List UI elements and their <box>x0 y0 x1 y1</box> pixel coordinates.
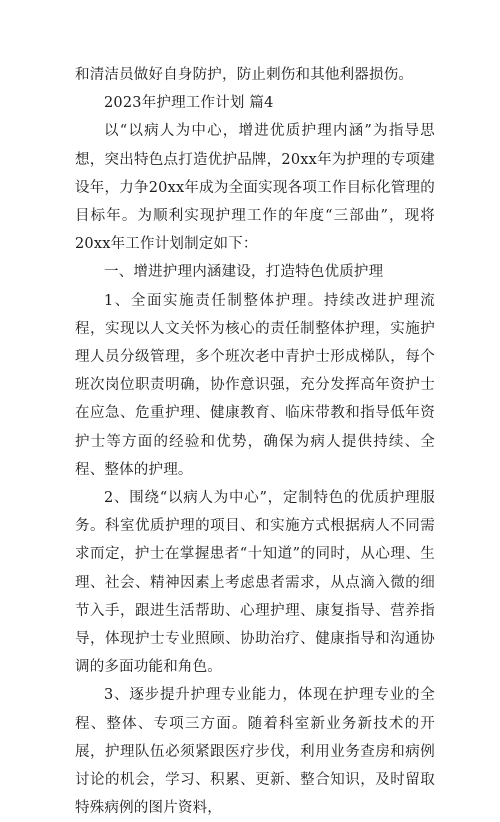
list-item: 3、逐步提升护理专业能力，体现在护理专业的全程、整体、专项三方面。随着科室新业务新技术的开展，护理队伍必须紧跟医疗步伐，利用业务查房和病例讨论的机会，学习、积累、更新、整合知识，及时留取特殊病例的图片资料， <box>75 687 435 817</box>
section-heading: 一、增进护理内涵建设，打造特色优质护理 <box>104 264 384 281</box>
intro-paragraph: 以“以病人为中心，增进优质护理内涵”为指导思想，突出特色点打造优护品牌，20xx年为护理的专项建设年，力争20xx年成为全面实现各项工作目标化管理的目标年。为顺利实现护理工作的年度“三部曲”，现将20xx年工作计划制定如下： <box>75 123 435 253</box>
list-item: 1、全面实施责任制整体护理。持续改进护理流程，实现以人文关怀为核心的责任制整体护理，实施护理人员分级管理，多个班次老中青护士形成梯队，每个班次岗位职责明确，协作意识强，充分发挥高年资护士在应急、危重护理、健康教育、临床带教和指导低年资护士等方面的经验和优势，确保为病人提供持续、全程、整体的护理。 <box>75 292 435 478</box>
document-title: 2023年护理工作计划 篇4 <box>104 95 274 112</box>
continuation-paragraph: 和清洁员做好自身防护，防止刺伤和其他利器损伤。 <box>75 67 414 83</box>
list-item: 2、围绕“以病人为中心”，定制特色的优质护理服务。科室优质护理的项目、和实施方式根据病人不同需求而定，护士在掌握患者“十知道”的同时，从心理、生理、社会、精神因素上考虑患者需求，从点滴入微的细节入手，跟进生活帮助、心理护理、康复指导、营养指导，体现护士专业照顾、协助治疗、健康指导和沟通协调的多面功能和角色。 <box>75 490 435 676</box>
document-body <box>75 61 435 822</box>
